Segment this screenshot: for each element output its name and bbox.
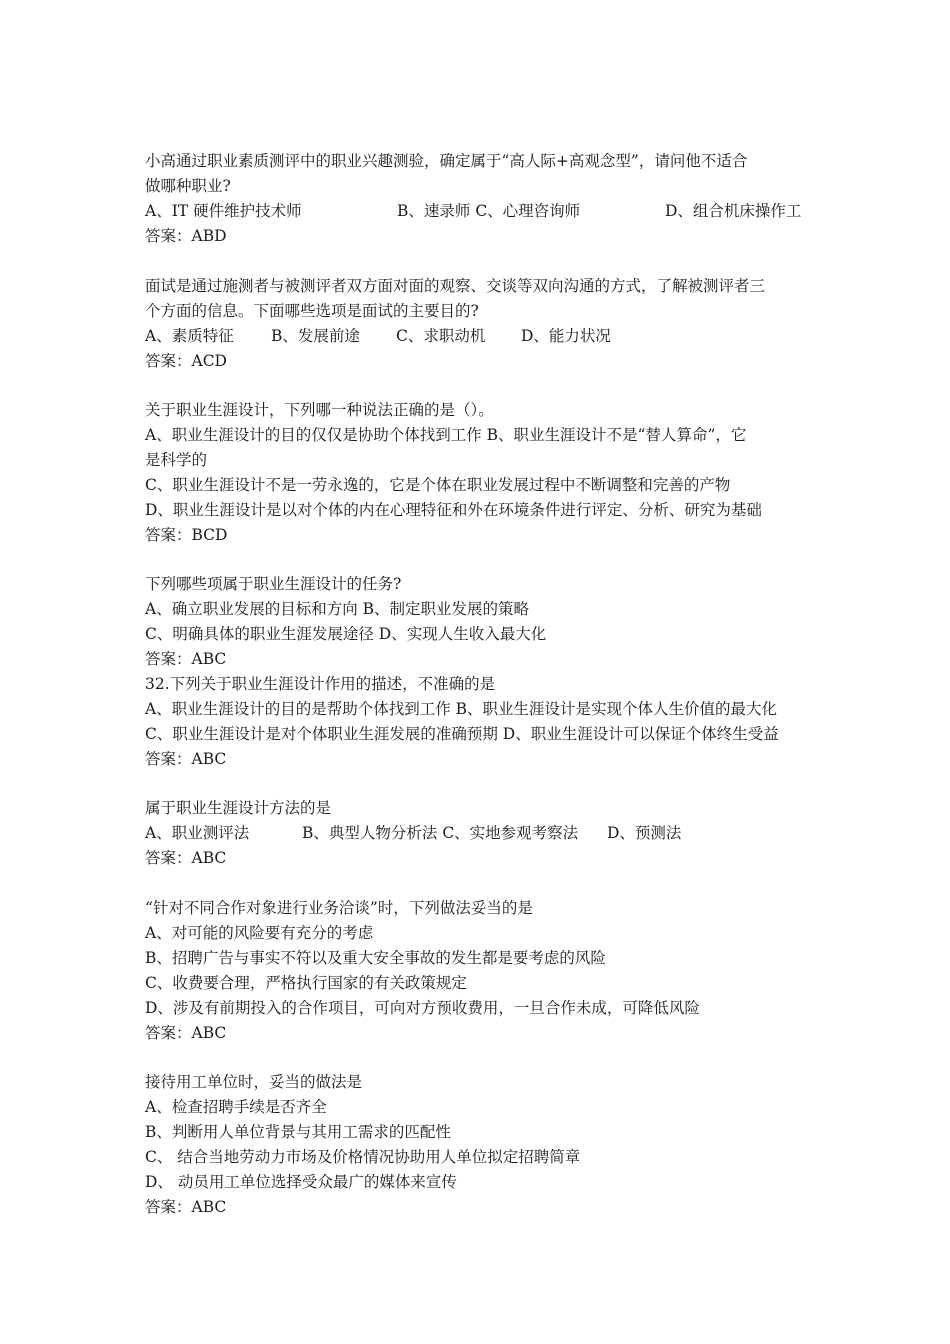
question-6-option-d: D、预测法: [607, 824, 682, 842]
question-2-option-b: B、发展前途: [271, 327, 360, 345]
question-2-stem-line-2: 个方面的信息。下面哪些选项是面试的主要目的?: [145, 302, 479, 320]
question-8-stem: 接待用工单位时，妥当的做法是: [145, 1073, 363, 1091]
question-4-answer: 答案：ABC: [145, 650, 227, 668]
question-8-option-line-1: A、检查招聘手续是否齐全: [145, 1098, 327, 1116]
question-6-answer: 答案：ABC: [145, 849, 227, 867]
question-3-stem: 关于职业生涯设计，下列哪一种说法正确的是（）。: [145, 401, 494, 419]
question-8-option-line-4: D、 动员用工单位选择受众最广的媒体来宣传: [145, 1173, 457, 1191]
question-3-option-line-3: C、职业生涯设计不是一劳永逸的，它是个体在职业发展过程中不断调整和完善的产物: [145, 476, 731, 494]
question-2-option-d: D、能力状况: [521, 327, 611, 345]
question-7-stem: “针对不同合作对象进行业务洽谈”时，下列做法妥当的是: [145, 899, 533, 917]
question-4-option-line-2: C、明确具体的职业生涯发展途径 D、实现人生收入最大化: [145, 625, 547, 643]
question-6-stem: 属于职业生涯设计方法的是: [145, 799, 332, 817]
question-5-stem: 32.下列关于职业生涯设计作用的描述，不准确的是: [145, 675, 496, 693]
question-7-option-line-1: A、对可能的风险要有充分的考虑: [145, 924, 374, 942]
question-8-option-line-3: C、 结合当地劳动力市场及价格情况协助用人单位拟定招聘简章: [145, 1148, 581, 1166]
question-1-option-d: D、组合机床操作工: [665, 202, 802, 220]
question-1-stem-line-2: 做哪种职业?: [145, 177, 231, 195]
question-7-option-line-3: C、收费要合理，严格执行国家的有关政策规定: [145, 974, 467, 992]
question-5-option-line-2: C、职业生涯设计是对个体职业生涯发展的准确预期 D、职业生涯设计可以保证个体终生受益: [145, 725, 779, 743]
question-1-option-bc: B、速录师 C、心理咨询师: [397, 202, 581, 220]
question-7-option-line-4: D、涉及有前期投入的合作项目，可向对方预收费用，一旦合作未成，可降低风险: [145, 999, 700, 1017]
question-6-option-a: A、职业测评法: [145, 824, 250, 842]
question-1-option-a: A、IT 硬件维护技术师: [145, 202, 302, 220]
question-4-option-line-1: A、确立职业发展的目标和方向 B、制定职业发展的策略: [145, 600, 530, 618]
question-2-answer: 答案：ACD: [145, 352, 227, 370]
question-6-option-bc: B、典型人物分析法 C、实地参观考察法: [302, 824, 579, 842]
question-1-stem-line-1: 小高通过职业素质测评中的职业兴趣测验，确定属于“高人际+高观念型”，请问他不适合: [145, 152, 748, 170]
question-8-answer: 答案：ABC: [145, 1198, 227, 1216]
question-3-answer: 答案：BCD: [145, 526, 228, 544]
question-3-option-line-4: D、职业生涯设计是以对个体的内在心理特征和外在环境条件进行评定、分析、研究为基础: [145, 501, 762, 519]
question-1-answer: 答案：ABD: [145, 227, 227, 245]
question-3-option-line-2: 是科学的: [145, 451, 208, 469]
question-2-option-a: A、素质特征: [145, 327, 234, 345]
question-7-option-line-2: B、招聘广告与事实不符以及重大安全事故的发生都是要考虑的风险: [145, 949, 606, 967]
question-7-answer: 答案：ABC: [145, 1024, 227, 1042]
question-5-option-line-1: A、职业生涯设计的目的是帮助个体找到工作 B、职业生涯设计是实现个体人生价值的最大化: [145, 700, 778, 718]
question-4-stem: 下列哪些项属于职业生涯设计的任务?: [145, 575, 402, 593]
question-8-option-line-2: B、判断用人单位背景与其用工需求的匹配性: [145, 1123, 451, 1141]
question-5-answer: 答案：ABC: [145, 750, 227, 768]
question-2-option-c: C、求职动机: [396, 327, 486, 345]
question-3-option-line-1: A、职业生涯设计的目的仅仅是协助个体找到工作 B、职业生涯设计不是“替人算命”，它: [145, 426, 747, 444]
question-2-stem-line-1: 面试是通过施测者与被测评者双方面对面的观察、交谈等双向沟通的方式，了解被测评者三: [145, 277, 766, 295]
